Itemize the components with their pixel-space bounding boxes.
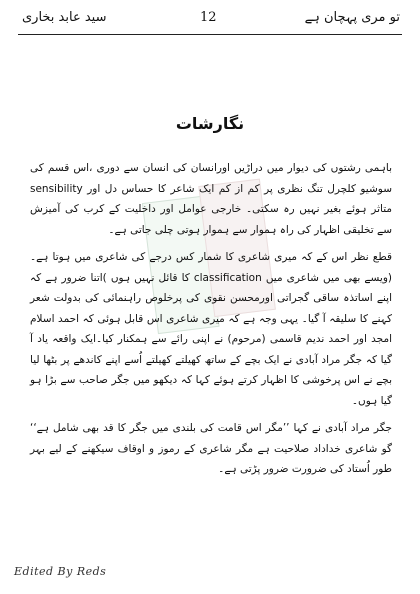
- paragraph-3: جگر مراد آبادی نے کہا ’’مگر اس قامت کی بلندی میں جگر کا قد بھی شامل ہے‘‘ گو شاعری خداداد صلاحیت ہے مگر شاعری کے رموز و اوقاف سیکھنے کے لیے بہر طور اُستاد کی ضرورت ضرور پڑتی ہے۔: [30, 422, 392, 475]
- header-divider: [18, 34, 402, 35]
- page-number: 12: [200, 10, 217, 25]
- paragraph-1: باہمی رشتوں کی دیوار میں دراڑیں اورانسان کی انسان سے دوری ،اس قسم کی سوشیو کلچرل تنگ نظری پر کم از کم ایک شاعر کا حساس دل اور sensibility متاثر ہوئے بغیر نہیں رہ سکتی۔ خارجی عوامل اور داخلیت کے کرب کی آمیزش سے تخلیقی اظہار کی راہ ہموار سے ہموار ہوتی چلی جاتی ہے۔: [30, 162, 392, 236]
- book-title: تو مری پہچان ہے: [304, 10, 400, 25]
- paragraph-2: قطع نظر اس کے کہ میری شاعری کا شمار کس درجے کی شاعری میں ہوتا ہے۔ (ویسے بھی میں شاعری میں classification کا قائل نہیں ہوں )اتنا ضرور ہے کہ اپنے اساتذہ ساقی گجراتی اورمحسن نقوی کی پرخلوص راہنمائی کی بدولت شعر کہنے کا سلیقہ آ گیا۔ یہی وجہ ہے کہ میری شاعری اس قابل ہوئی کہ احمد اسلام امجد اور احمد ندیم قاسمی (مرحوم) نے اپنی رائے سے ہمکنار کیا۔ایک واقعہ یاد آ گیا کہ جگر مراد آبادی نے ایک بچے کے ساتھ کھیلتے کھیلتے اُسے اپنے کاندھے پر بٹھا لیا بچے نے اس پرخوشی کا اظہار کرتے ہوئے کہا کہ دیکھو میں جگر صاحب سے بڑا ہو گیا ہوں۔: [30, 251, 392, 407]
- chapter-title: نگارشات: [175, 114, 245, 133]
- body-text: [30, 158, 392, 487]
- page-header: [0, 0, 420, 40]
- editor-signature: Edited By Reds: [14, 565, 107, 578]
- author-name: سید عابد بخاری: [22, 10, 107, 25]
